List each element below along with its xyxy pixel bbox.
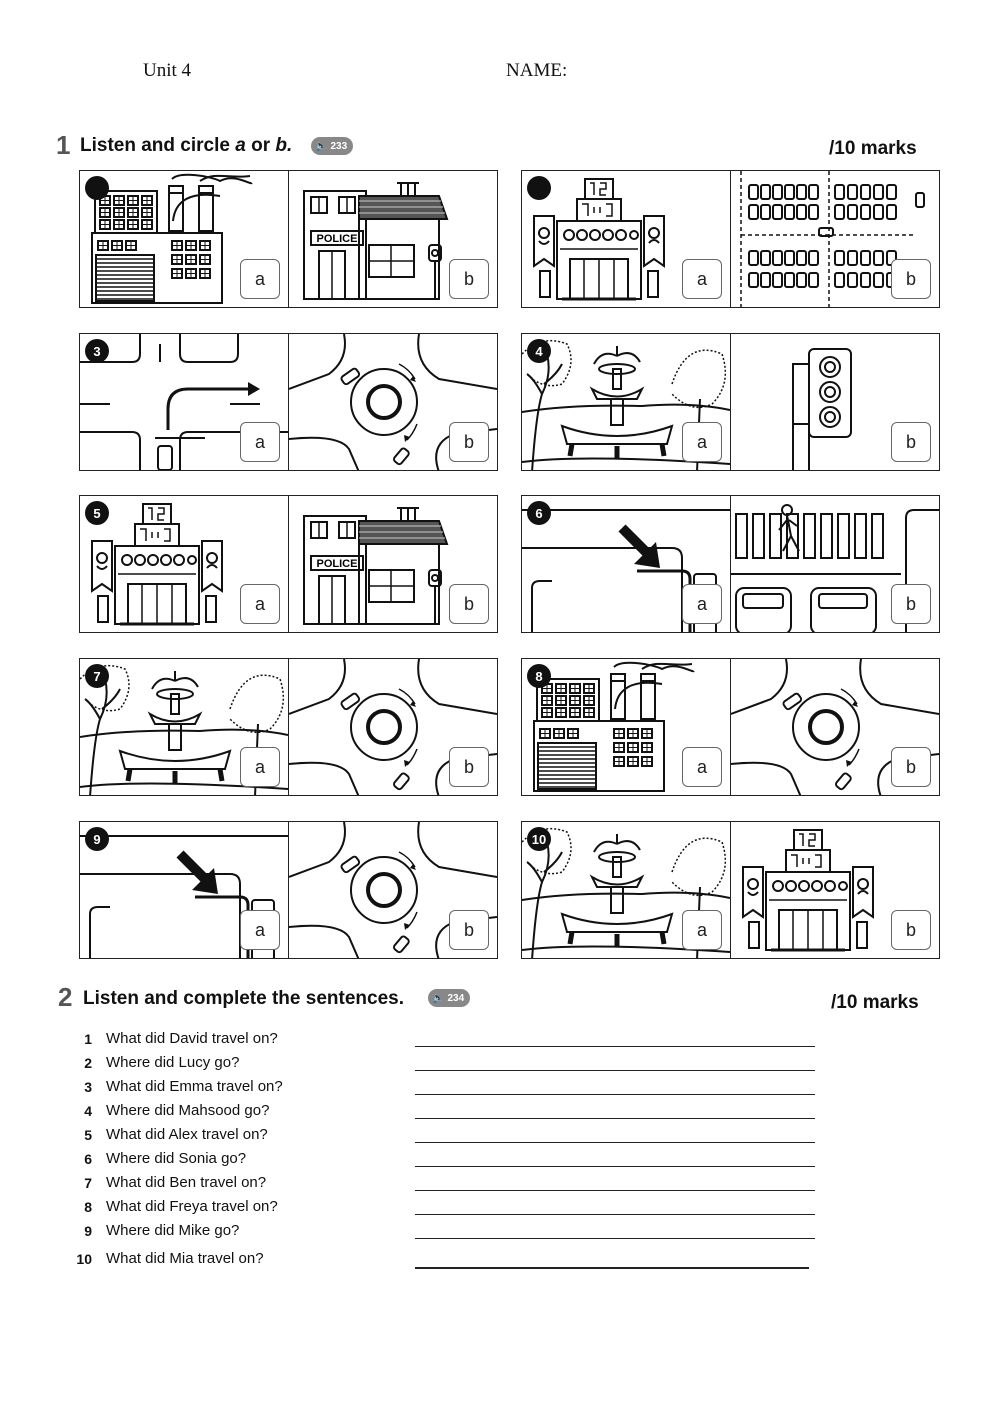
exercise-item-6 xyxy=(521,495,940,633)
section2-marks: /10 marks xyxy=(831,992,919,1013)
audio-track-badge[interactable]: 🔈 233 xyxy=(311,137,353,155)
svg-text:POLICE: POLICE xyxy=(316,558,358,570)
exercise-item-3 xyxy=(79,333,498,471)
picture-b-police-station xyxy=(289,496,497,632)
question-text: What did Mia travel on? xyxy=(106,1250,264,1267)
question-number: 8 xyxy=(84,1199,92,1215)
question-number: 4 xyxy=(84,1103,92,1119)
option-a-box[interactable]: a xyxy=(682,747,722,787)
item-number-badge: 9 xyxy=(85,827,109,851)
picture-b-cinema xyxy=(731,822,939,958)
question-text: Where did Mike go? xyxy=(106,1222,240,1239)
question-number: 5 xyxy=(84,1127,92,1143)
picture-b-car-park xyxy=(731,171,939,307)
panel-divider xyxy=(288,822,289,958)
svg-text:POLICE: POLICE xyxy=(316,233,358,245)
option-a-box[interactable]: a xyxy=(682,422,722,462)
answer-line[interactable] xyxy=(415,1142,815,1143)
answer-line[interactable] xyxy=(415,1190,815,1191)
picture-a-park-fountain xyxy=(522,822,730,958)
name-label: NAME: xyxy=(506,60,568,81)
option-b-box[interactable]: b xyxy=(449,910,489,950)
option-b-box[interactable]: b xyxy=(449,259,489,299)
question-number: 9 xyxy=(84,1223,92,1239)
exercise-item-8 xyxy=(521,658,940,796)
panel-divider xyxy=(288,334,289,470)
option-a-box[interactable]: a xyxy=(682,584,722,624)
option-b-box[interactable]: b xyxy=(891,584,931,624)
option-a-box[interactable]: a xyxy=(240,747,280,787)
option-a-box[interactable]: a xyxy=(240,584,280,624)
picture-a-park-fountain xyxy=(80,659,288,795)
panel-divider xyxy=(730,171,731,307)
picture-a-park-fountain xyxy=(522,334,730,470)
section2-title: Listen and complete the sentences. xyxy=(83,988,404,1009)
option-b-box[interactable]: b xyxy=(891,747,931,787)
exercise-item-5 xyxy=(79,495,498,633)
option-b-box[interactable]: b xyxy=(449,422,489,462)
question-number: 3 xyxy=(84,1079,92,1095)
exercise-item-1 xyxy=(79,170,498,308)
answer-line[interactable] xyxy=(415,1118,815,1119)
option-b-box[interactable]: b xyxy=(891,259,931,299)
answer-line[interactable] xyxy=(415,1214,815,1215)
picture-a-factory xyxy=(80,171,288,307)
audio-track-badge-2[interactable]: 🔈 234 xyxy=(428,989,470,1007)
exercise-item-2 xyxy=(521,170,940,308)
question-text: Where did Mahsood go? xyxy=(106,1102,270,1119)
picture-b-roundabout xyxy=(731,659,939,795)
picture-b-roundabout xyxy=(289,822,497,958)
question-text: What did David travel on? xyxy=(106,1030,278,1047)
question-text: What did Freya travel on? xyxy=(106,1198,278,1215)
item-number-badge xyxy=(85,176,109,200)
answer-line[interactable] xyxy=(415,1166,815,1167)
option-a-box[interactable]: a xyxy=(240,422,280,462)
option-a-box[interactable]: a xyxy=(682,259,722,299)
item-number-badge xyxy=(527,176,551,200)
picture-b-pedestrian-crossing xyxy=(731,496,939,632)
option-b-box[interactable]: b xyxy=(891,422,931,462)
panel-divider xyxy=(288,171,289,307)
section1-number: 1 xyxy=(56,130,71,160)
item-number-badge: 8 xyxy=(527,664,551,688)
section1-title: Listen and circle a or b. xyxy=(80,135,293,156)
answer-line[interactable] xyxy=(415,1238,815,1239)
option-b-box[interactable]: b xyxy=(449,747,489,787)
item-number-badge: 6 xyxy=(527,501,551,525)
picture-b-roundabout xyxy=(289,334,497,470)
option-b-box[interactable]: b xyxy=(891,910,931,950)
item-number-badge: 4 xyxy=(527,339,551,363)
question-number: 1 xyxy=(84,1031,92,1047)
question-text: What did Emma travel on? xyxy=(106,1078,283,1095)
option-a-box[interactable]: a xyxy=(240,259,280,299)
item-number-badge: 3 xyxy=(85,339,109,363)
question-number: 7 xyxy=(84,1175,92,1191)
option-a-box[interactable]: a xyxy=(240,910,280,950)
picture-a-cinema xyxy=(80,496,288,632)
picture-b-police-station xyxy=(289,171,497,307)
answer-line[interactable] xyxy=(415,1070,815,1071)
exercise-item-4 xyxy=(521,333,940,471)
item-number-badge: 7 xyxy=(85,664,109,688)
item-number-badge: 10 xyxy=(527,827,551,851)
exercise-item-9 xyxy=(79,821,498,959)
unit-label: Unit 4 xyxy=(143,60,192,81)
section1-marks: /10 marks xyxy=(829,138,917,159)
panel-divider xyxy=(288,496,289,632)
picture-a-factory xyxy=(522,659,730,795)
answer-line[interactable] xyxy=(415,1094,815,1095)
question-text: What did Alex travel on? xyxy=(106,1126,268,1143)
panel-divider xyxy=(730,659,731,795)
picture-b-traffic-lights xyxy=(731,334,939,470)
answer-line[interactable] xyxy=(415,1267,809,1269)
panel-divider xyxy=(730,822,731,958)
picture-a-corner xyxy=(522,496,730,632)
question-number: 10 xyxy=(76,1251,92,1267)
picture-a-corner xyxy=(80,822,288,958)
option-b-box[interactable]: b xyxy=(449,584,489,624)
panel-divider xyxy=(730,496,731,632)
picture-a-cinema xyxy=(522,171,730,307)
panel-divider xyxy=(730,334,731,470)
question-text: Where did Lucy go? xyxy=(106,1054,240,1071)
option-a-box[interactable]: a xyxy=(682,910,722,950)
item-number-badge: 5 xyxy=(85,501,109,525)
answer-line[interactable] xyxy=(415,1046,815,1047)
question-text: What did Ben travel on? xyxy=(106,1174,267,1191)
question-number: 6 xyxy=(84,1151,92,1167)
picture-b-roundabout xyxy=(289,659,497,795)
panel-divider xyxy=(288,659,289,795)
exercise-item-10 xyxy=(521,821,940,959)
question-number: 2 xyxy=(84,1055,92,1071)
exercise-item-7 xyxy=(79,658,498,796)
speaker-icon: 🔈 xyxy=(432,992,445,1004)
section2-number: 2 xyxy=(58,982,73,1012)
question-text: Where did Sonia go? xyxy=(106,1150,247,1167)
speaker-icon: 🔈 xyxy=(315,140,328,152)
picture-a-turn-right xyxy=(80,334,288,470)
